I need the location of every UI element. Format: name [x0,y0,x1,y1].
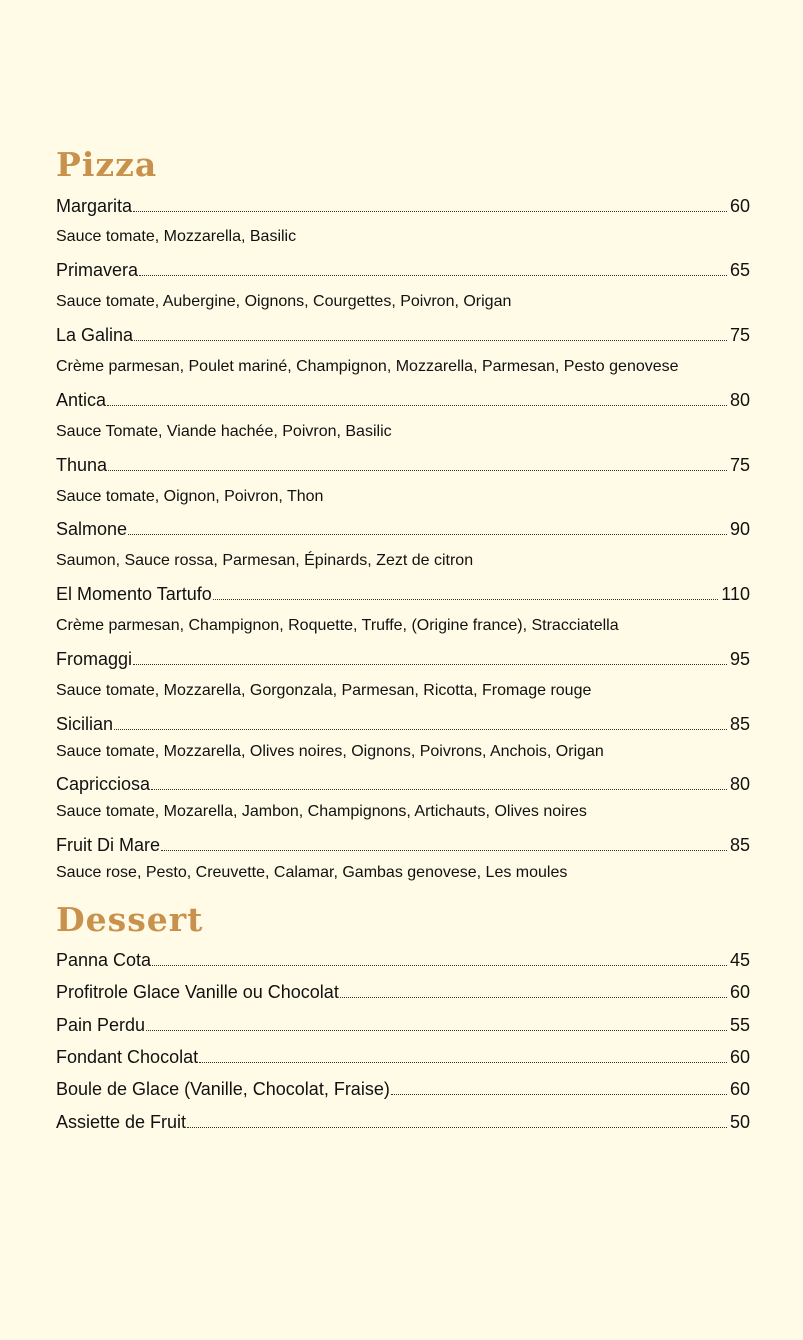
item-name: Capricciosa [56,774,151,794]
item-name: Fromaggi [56,649,133,669]
item-name: Fruit Di Mare [56,835,161,855]
menu-item-row [56,583,750,605]
menu-item-row [56,713,750,735]
dot-leader [114,728,727,730]
item-price: 50 [729,1112,750,1132]
item-name: Assiette de Fruit [56,1112,187,1132]
item-description: Sauce tomate, Mozzarella, Gorgonzala, Parmesan, Ricotta, Fromage rouge [56,682,592,699]
item-description: Sauce rose, Pesto, Creuvette, Calamar, Gambas genovese, Les moules [56,864,568,881]
menu-item-row [56,259,750,281]
item-price: 45 [729,950,750,970]
item-price: 65 [729,260,750,280]
item-price: 110 [721,584,750,604]
item-name: Margarita [56,196,133,216]
item-price: 85 [729,835,750,855]
item-description: Crème parmesan, Poulet mariné, Champignon, Mozzarella, Parmesan, Pesto genovese [56,358,679,375]
menu-item-row [56,1111,750,1133]
item-price: 80 [729,774,750,794]
dot-leader [391,1093,727,1095]
item-description: Saumon, Sauce rossa, Parmesan, Épinards, Zezt de citron [56,552,474,569]
item-price: 85 [729,714,750,734]
dot-leader [213,598,719,600]
item-name: Sicilian [56,714,114,734]
dot-leader [133,210,727,212]
dot-leader [340,996,727,998]
dot-leader [146,1029,727,1031]
item-name: Primavera [56,260,139,280]
item-price: 55 [729,1015,750,1035]
pizza-section-title: Pizza [56,145,158,184]
item-price: 75 [729,325,750,345]
item-name: Boule de Glace (Vanille, Chocolat, Fraise) [56,1079,390,1099]
item-price: 95 [729,649,750,669]
item-description: Sauce tomate, Mozzarella, Basilic [56,228,297,245]
menu-item-row [56,949,750,971]
item-name: El Momento Tartufo [56,584,212,604]
item-name: Profitrole Glace Vanille ou Chocolat [56,982,339,1002]
dot-leader [128,533,727,535]
dot-leader [107,404,727,406]
dot-leader [161,849,727,851]
item-name: Panna Cota [56,950,152,970]
item-description: Sauce tomate, Oignon, Poivron, Thon [56,488,324,505]
menu-item-row [56,1046,750,1068]
item-description: Crème parmesan, Champignon, Roquette, Truffe, (Origine france), Stracciatella [56,617,619,634]
menu-item-row [56,389,750,411]
menu-item-row [56,648,750,670]
item-price: 75 [729,455,750,475]
item-description: Sauce tomate, Mozarella, Jambon, Champignons, Artichauts, Olives noires [56,803,587,820]
dot-leader [151,788,727,790]
item-description: Sauce tomate, Mozzarella, Olives noires, Oignons, Poivrons, Anchois, Origan [56,743,604,760]
dot-leader [152,964,727,966]
dessert-section-title: Dessert [56,900,204,939]
menu-item-row [56,834,750,856]
dot-leader [187,1126,727,1128]
item-price: 60 [729,1047,750,1067]
menu-item-row [56,518,750,540]
menu-item-row [56,773,750,795]
item-price: 60 [729,982,750,1002]
dot-leader [139,274,727,276]
item-name: Pain Perdu [56,1015,146,1035]
dot-leader [134,339,727,341]
item-description: Sauce tomate, Aubergine, Oignons, Courgettes, Poivron, Origan [56,293,512,310]
menu-item-row [56,981,750,1003]
dot-leader [108,469,727,471]
dot-leader [133,663,727,665]
item-price: 90 [729,519,750,539]
menu-item-row [56,454,750,476]
menu-item-row [56,1078,750,1100]
dot-leader [199,1061,727,1063]
menu-item-row [56,324,750,346]
item-description: Sauce Tomate, Viande hachée, Poivron, Basilic [56,423,392,440]
item-name: Antica [56,390,107,410]
item-name: La Galina [56,325,134,345]
item-name: Thuna [56,455,108,475]
item-price: 80 [729,390,750,410]
item-name: Fondant Chocolat [56,1047,199,1067]
item-name: Salmone [56,519,128,539]
menu-item-row [56,1014,750,1036]
menu-item-row [56,195,750,217]
item-price: 60 [729,196,750,216]
item-price: 60 [729,1079,750,1099]
